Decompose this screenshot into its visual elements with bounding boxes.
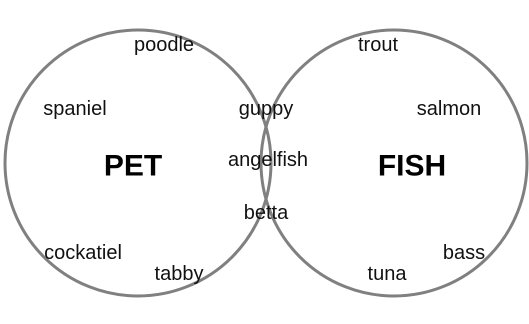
pet-item-poodle: poodle <box>133 34 195 56</box>
fish-set-label: FISH <box>377 149 447 183</box>
fish-item-salmon: salmon <box>416 98 482 120</box>
fish-item-bass: bass <box>442 242 486 264</box>
fish-item-tuna: tuna <box>367 263 407 285</box>
overlap-item-angelfish: angelfish <box>227 149 309 171</box>
overlap-item-guppy: guppy <box>238 98 294 120</box>
fish-item-trout: trout <box>357 34 399 56</box>
pet-item-spaniel: spaniel <box>43 98 107 120</box>
pet-item-tabby: tabby <box>154 263 204 285</box>
overlap-item-betta: betta <box>243 202 289 224</box>
pet-set-label: PET <box>103 149 163 183</box>
pet-item-cockatiel: cockatiel <box>44 242 122 264</box>
